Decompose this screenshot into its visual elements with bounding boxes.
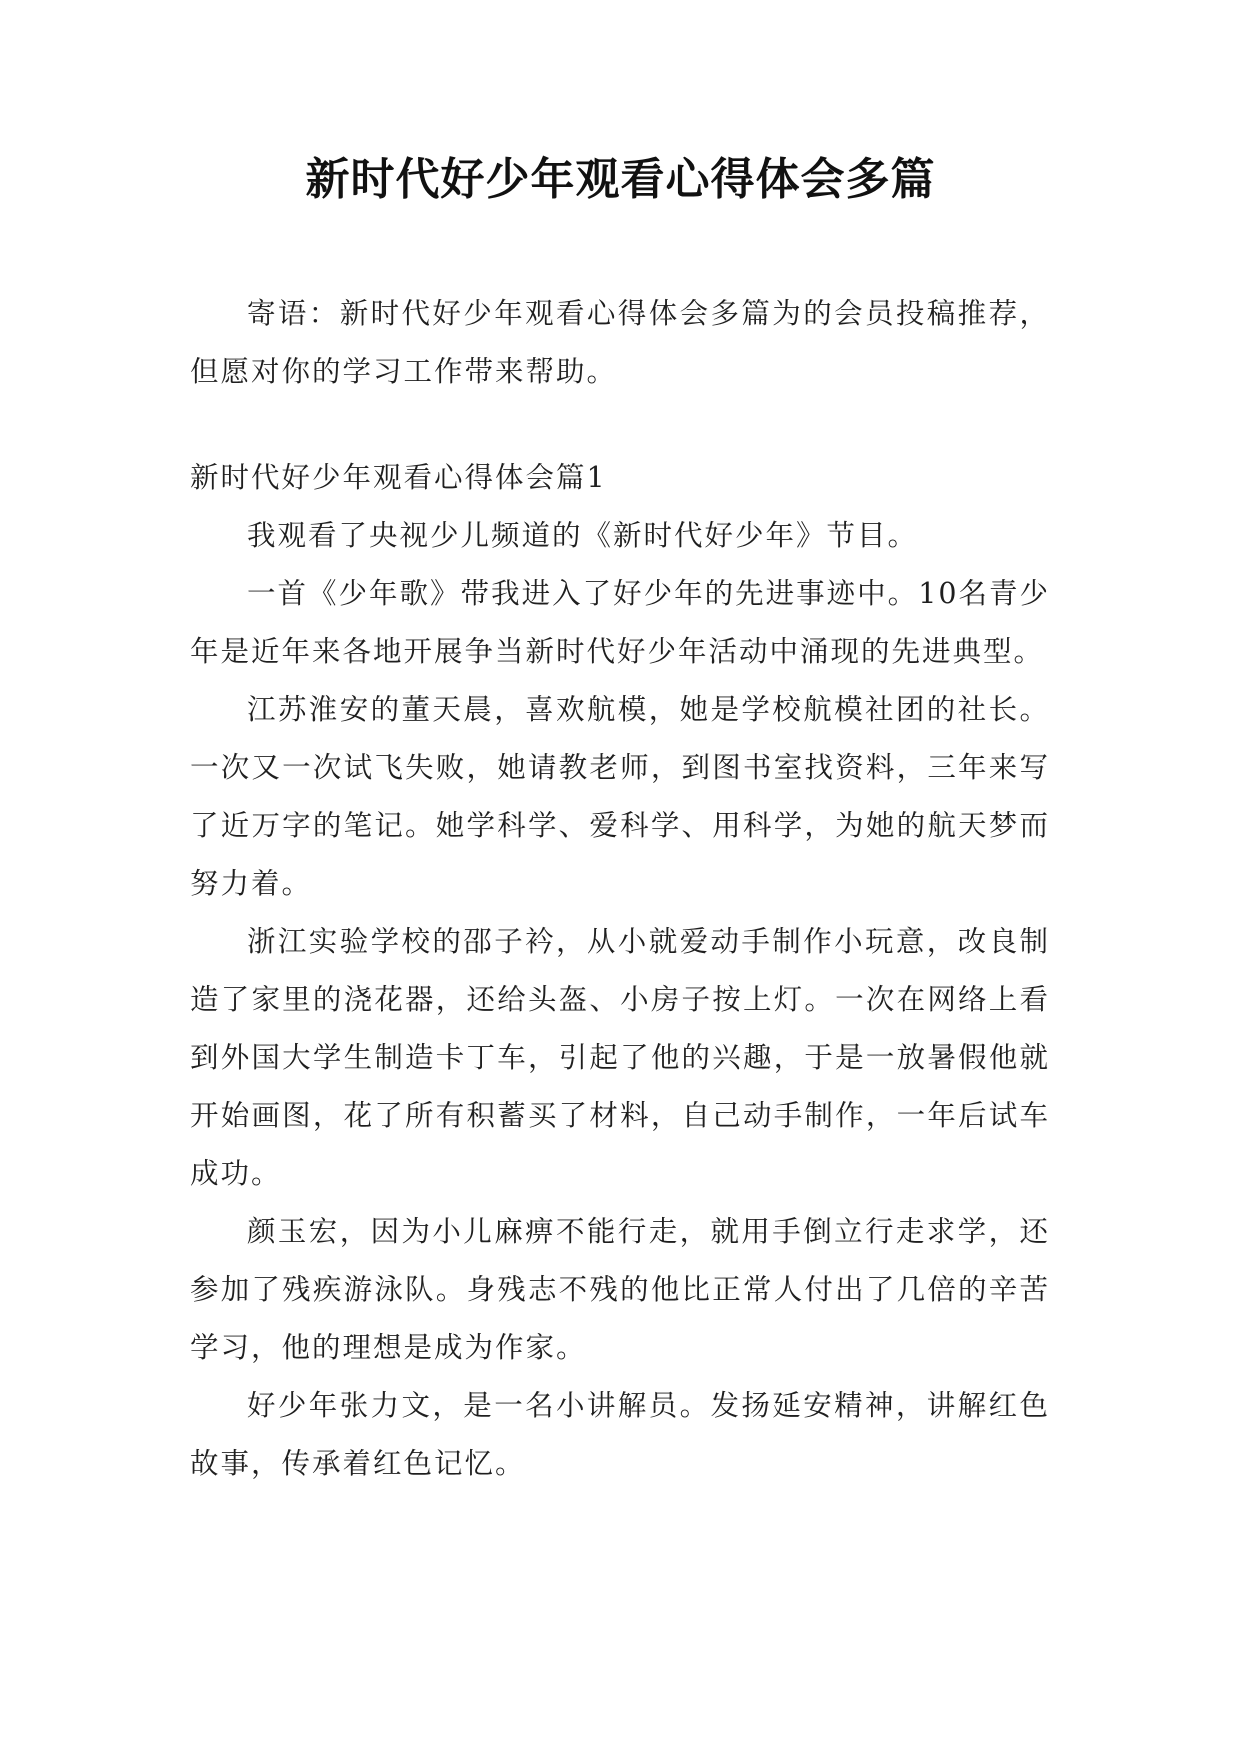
body-paragraph: 我观看了央视少儿频道的《新时代好少年》节目。	[247, 519, 919, 552]
body-paragraph: 浙江实验学校的邵子衿，从小就爱动手制作小玩意，改良制造了家里的浇花器，还给头盔、小房子按上灯。一次在网络上看到外国大学生制造卡丁车，引起了他的兴趣，于是一放暑假他就开始画图，花了所有积蓄买了材料，自己动手制作，一年后试车成功。	[190, 925, 1050, 1190]
body-paragraph: 颜玉宏，因为小儿麻痹不能行走，就用手倒立行走求学，还参加了残疾游泳队。身残志不残的他比正常人付出了几倍的辛苦学习，他的理想是成为作家。	[190, 1215, 1050, 1364]
body-paragraph: 好少年张力文，是一名小讲解员。发扬延安精神，讲解红色故事，传承着红色记忆。	[190, 1389, 1050, 1480]
foreword-paragraph: 寄语：新时代好少年观看心得体会多篇为的会员投稿推荐，但愿对你的学习工作带来帮助。	[190, 297, 1050, 388]
document-body	[190, 285, 1050, 1493]
document-title: 新时代好少年观看心得体会多篇	[305, 154, 936, 205]
section-heading: 新时代好少年观看心得体会篇1	[190, 461, 607, 494]
body-paragraph: 江苏淮安的董天晨，喜欢航模，她是学校航模社团的社长。一次又一次试飞失败，她请教老师，到图书室找资料，三年来写了近万字的笔记。她学科学、爱科学、用科学，为她的航天梦而努力着。	[190, 693, 1050, 900]
body-paragraph: 一首《少年歌》带我进入了好少年的先进事迹中。10名青少年是近年来各地开展争当新时代好少年活动中涌现的先进典型。	[190, 577, 1050, 668]
